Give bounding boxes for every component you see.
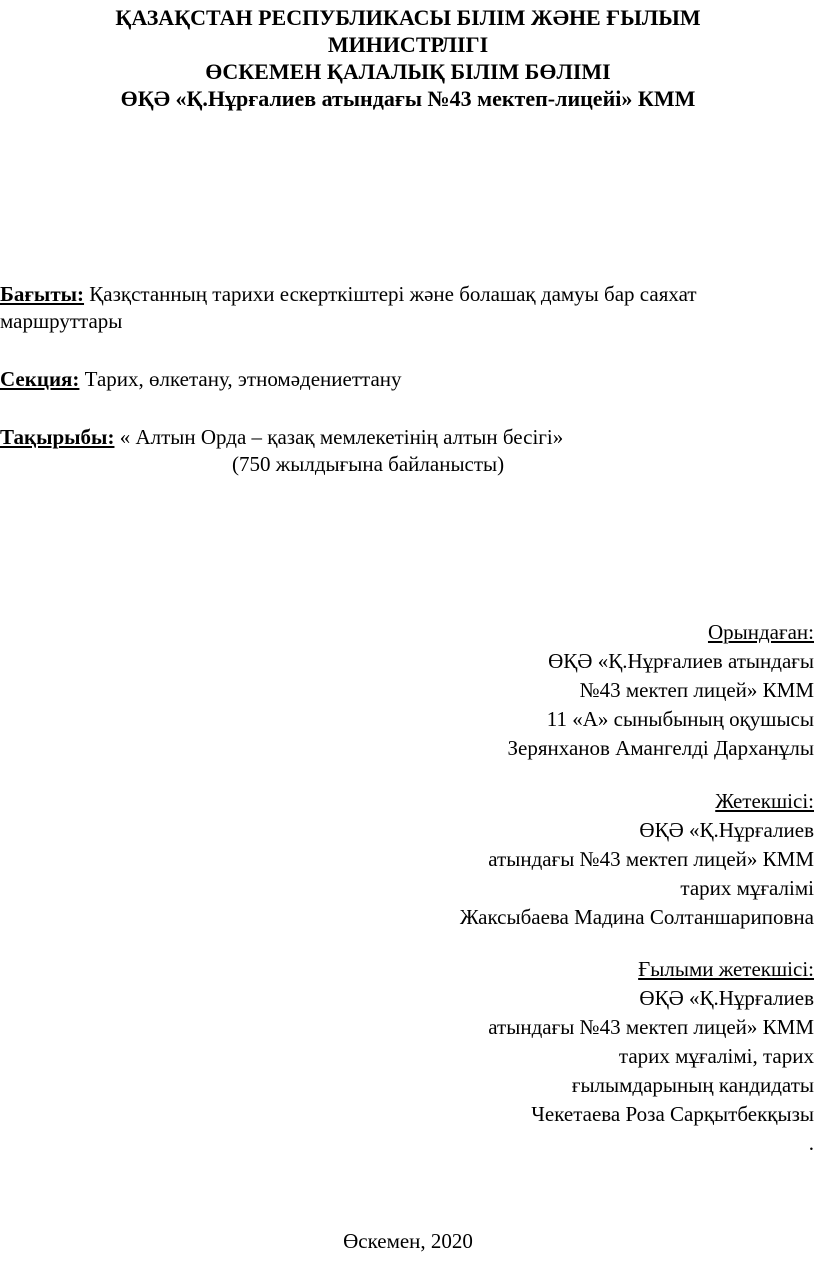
- topic-block: [0, 424, 816, 478]
- direction-text-cont: маршруттары: [0, 309, 123, 333]
- scientific-supervisor-block: [214, 955, 814, 1158]
- performer-line: №43 мектеп лицей» КММ: [579, 678, 814, 702]
- document-header: [0, 4, 816, 112]
- section-block: [0, 366, 816, 393]
- direction-label: Бағыты:: [0, 282, 85, 306]
- trailing-dot: .: [808, 1131, 814, 1155]
- topic-label: Тақырыбы:: [0, 425, 115, 449]
- place-year: Өскемен, 2020: [343, 1229, 473, 1253]
- performer-name: Зерянханов Амангелді Дарханұлы: [507, 736, 814, 760]
- city-department-title: ӨСКЕМЕН ҚАЛАЛЫҚ БІЛІМ БӨЛІМІ: [205, 59, 611, 84]
- supervisor-line: ӨҚӘ «Қ.Нұрғалиев: [639, 818, 814, 842]
- supervisor-line: тарих мұғалімі: [680, 876, 814, 900]
- supervisor-block: [214, 787, 814, 932]
- scientific-supervisor-label: Ғылыми жетекшісі:: [638, 957, 814, 981]
- direction-text: Қазқстанның тарихи ескерткіштері және болашақ дамуы бар саяхат: [89, 282, 697, 306]
- direction-line: [0, 281, 816, 308]
- ministry-title: ҚАЗАҚСТАН РЕСПУБЛИКАСЫ БІЛІМ ЖӘНЕ ҒЫЛЫМ: [115, 5, 701, 30]
- topic-subtitle: (750 жылдығына байланысты): [232, 452, 505, 476]
- performer-block: [214, 618, 814, 763]
- performer-line: 11 «А» сыныбының оқушысы: [546, 707, 814, 731]
- topic-text: « Алтын Орда – қазақ мемлекетінің алтын бесігі»: [119, 425, 564, 449]
- section-text: Тарих, өлкетану, этномәдениеттану: [84, 367, 402, 391]
- supervisor-line: атындағы №43 мектеп лицей» КММ: [488, 847, 814, 871]
- topic-line: [0, 424, 816, 451]
- scientific-supervisor-line: атындағы №43 мектеп лицей» КММ: [488, 1015, 814, 1039]
- scientific-supervisor-line: тарих мұғалімі, тарих: [618, 1044, 814, 1068]
- direction-block: [0, 281, 816, 335]
- school-title: ӨҚӘ «Қ.Нұрғалиев атындағы №43 мектеп-лицейі» КММ: [120, 86, 696, 111]
- scientific-supervisor-line: ғылымдарының кандидаты: [571, 1073, 814, 1097]
- performer-line: ӨҚӘ «Қ.Нұрғалиев атындағы: [548, 649, 814, 673]
- performer-label: Орындаған:: [707, 620, 814, 644]
- supervisor-name: Жаксыбаева Мадина Солтаншариповна: [459, 905, 814, 929]
- ministry-title-cont: МИНИСТРЛІГІ: [327, 32, 489, 57]
- section-label: Секция:: [0, 367, 80, 391]
- scientific-supervisor-name: Чекетаева Роза Сарқытбекқызы: [531, 1102, 814, 1126]
- scientific-supervisor-line: ӨҚӘ «Қ.Нұрғалиев: [639, 986, 814, 1010]
- supervisor-label: Жетекшісі:: [715, 789, 814, 813]
